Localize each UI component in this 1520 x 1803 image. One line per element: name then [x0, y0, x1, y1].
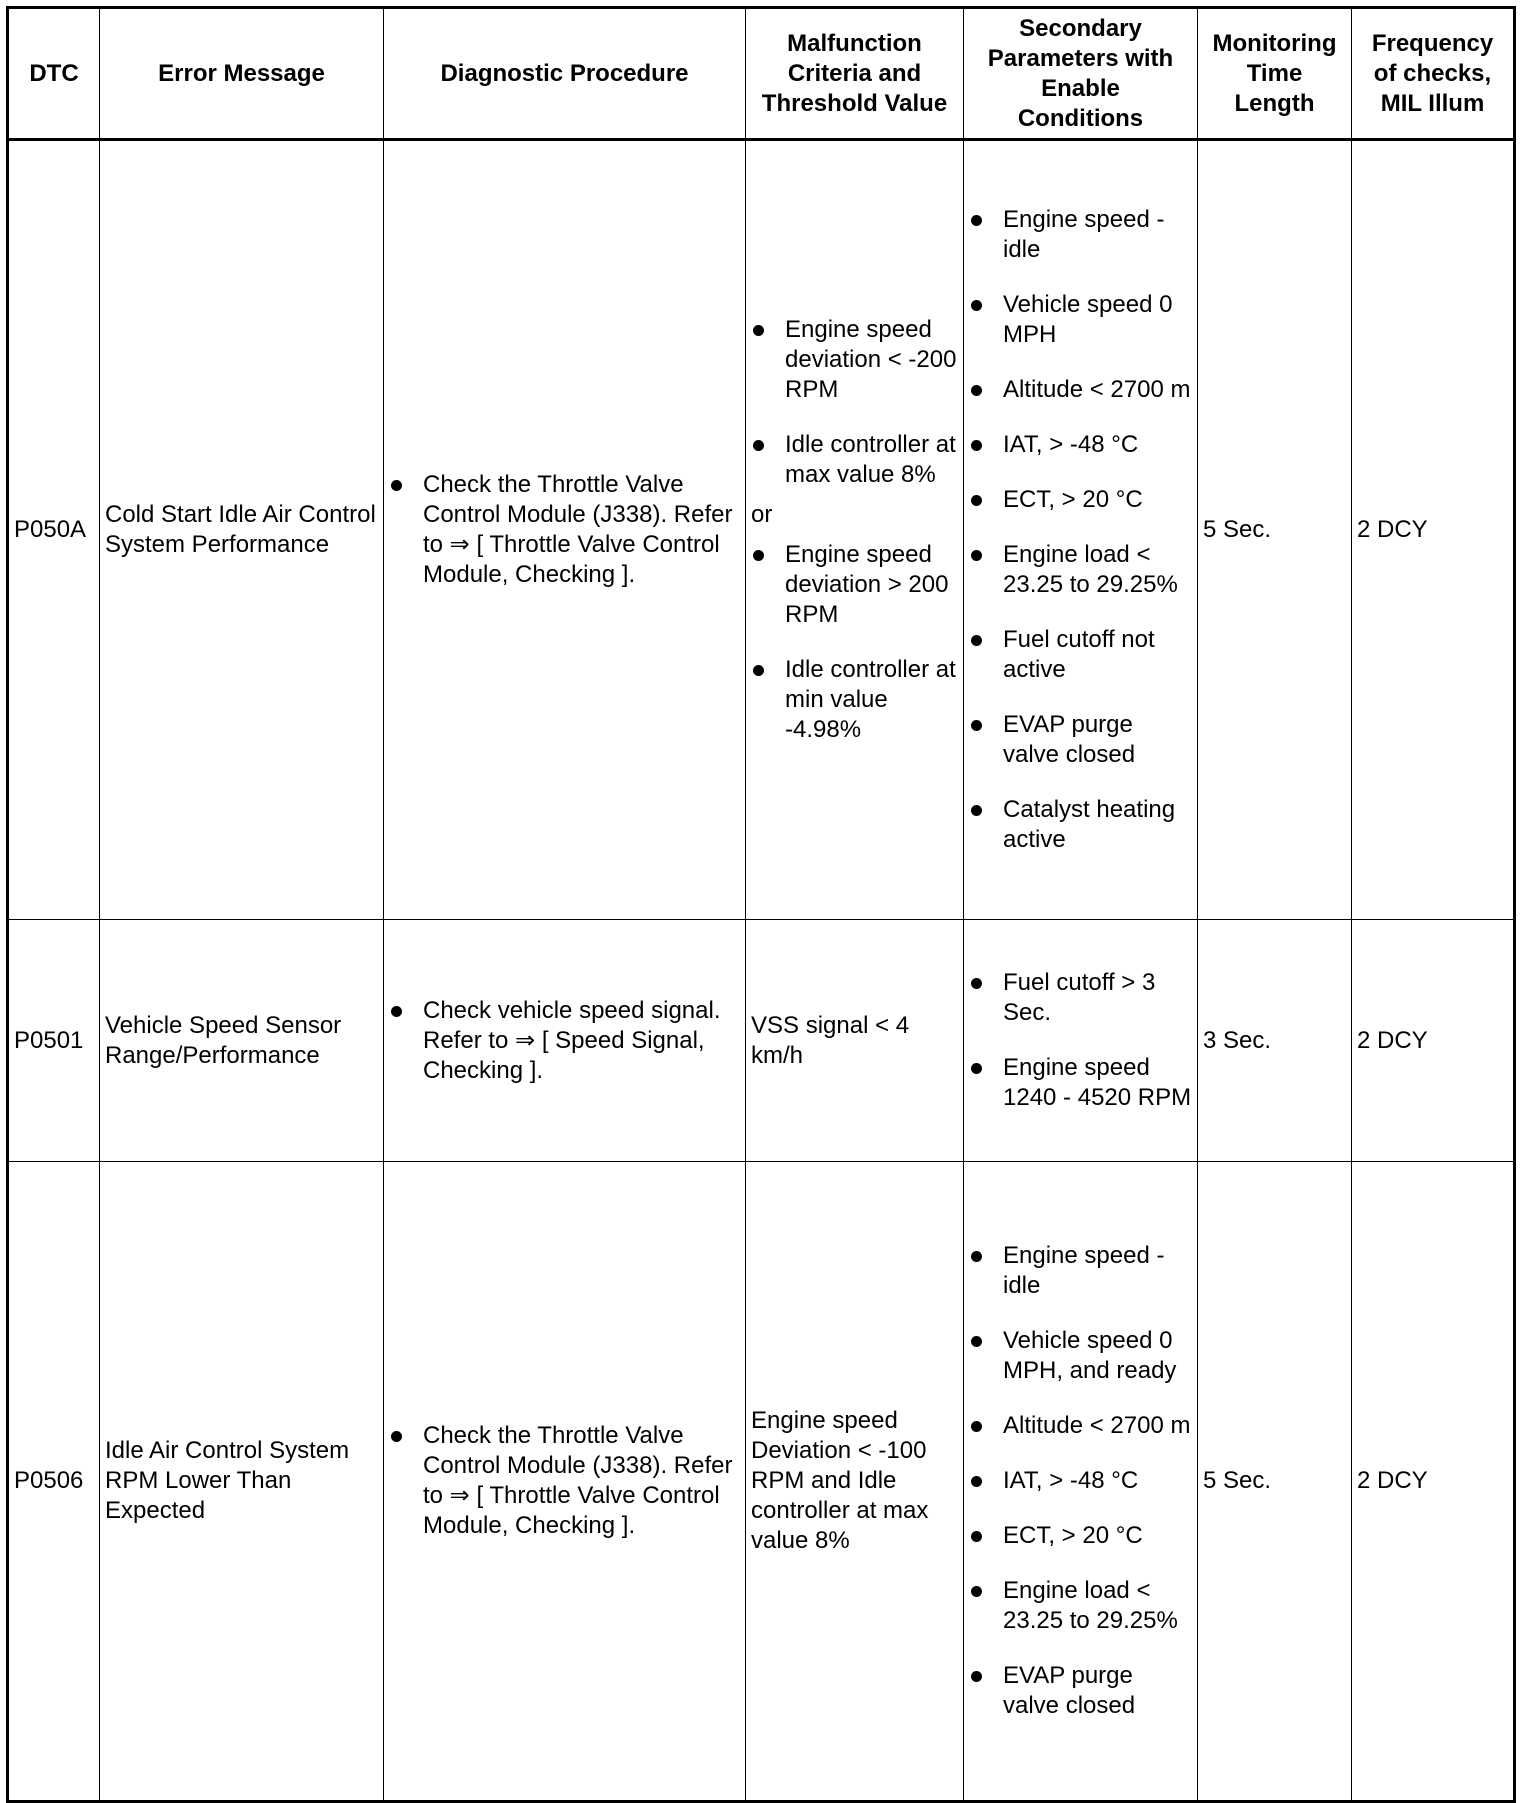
secondary-parameters	[964, 140, 1198, 920]
header-row	[8, 8, 1515, 140]
list-item: ECT, > 20 °C	[969, 485, 1193, 515]
malfunction-criteria	[746, 140, 964, 920]
list-item: Check the Throttle Valve Control Module (J338). Refer to ⇒ [ Throttle Valve Control Module, Checking ].	[389, 470, 741, 590]
list-item: Engine speed deviation > 200 RPM	[751, 540, 959, 630]
header-error-message: Error Message	[100, 8, 384, 140]
diagnostic-procedure	[384, 1162, 746, 1802]
header-secondary-parameters: Secondary Parameters with Enable Conditions	[964, 8, 1198, 140]
list-item: Check vehicle speed signal. Refer to ⇒ [ Speed Signal, Checking ].	[389, 996, 741, 1086]
list-item: EVAP purge valve closed	[969, 710, 1193, 770]
list-item: Altitude < 2700 m	[969, 375, 1193, 405]
list-item: Idle controller at max value 8%	[751, 430, 959, 490]
list-item: Engine load < 23.25 to 29.25%	[969, 1576, 1193, 1636]
monitoring-time: 5 Sec.	[1198, 1162, 1352, 1802]
header-frequency: Frequency of checks, MIL Illum	[1352, 8, 1515, 140]
frequency: 2 DCY	[1352, 140, 1515, 920]
list-item: Engine speed 1240 - 4520 RPM	[969, 1053, 1193, 1113]
table-row	[8, 140, 1515, 920]
header-diagnostic-procedure: Diagnostic Procedure	[384, 8, 746, 140]
list-item: Altitude < 2700 m	[969, 1411, 1193, 1441]
list-item: ECT, > 20 °C	[969, 1521, 1193, 1551]
table-row	[8, 920, 1515, 1162]
frequency: 2 DCY	[1352, 920, 1515, 1162]
secondary-parameters	[964, 920, 1198, 1162]
list-item: EVAP purge valve closed	[969, 1661, 1193, 1721]
dtc-code: P0501	[8, 920, 100, 1162]
list-item: Engine speed deviation < -200 RPM	[751, 315, 959, 405]
criteria-group-1	[751, 315, 959, 490]
error-message: Vehicle Speed Sensor Range/Performance	[100, 920, 384, 1162]
criteria-group-2	[751, 540, 959, 745]
list-item: Fuel cutoff > 3 Sec.	[969, 968, 1193, 1028]
list-item: Idle controller at min value -4.98%	[751, 655, 959, 745]
error-message: Idle Air Control System RPM Lower Than Expected	[100, 1162, 384, 1802]
malfunction-criteria: VSS signal < 4 km/h	[746, 920, 964, 1162]
criteria-connector: or	[751, 501, 773, 528]
header-monitoring-time: Monitoring Time Length	[1198, 8, 1352, 140]
diagnostic-procedure	[384, 920, 746, 1162]
list-item: Fuel cutoff not active	[969, 625, 1193, 685]
dtc-code: P0506	[8, 1162, 100, 1802]
list-item: Catalyst heating active	[969, 795, 1193, 855]
monitoring-time: 3 Sec.	[1198, 920, 1352, 1162]
list-item: Vehicle speed 0 MPH	[969, 290, 1193, 350]
dtc-code: P050A	[8, 140, 100, 920]
header-malfunction-criteria: Malfunction Criteria and Threshold Value	[746, 8, 964, 140]
list-item: IAT, > -48 °C	[969, 430, 1193, 460]
frequency: 2 DCY	[1352, 1162, 1515, 1802]
list-item: Vehicle speed 0 MPH, and ready	[969, 1326, 1193, 1386]
secondary-parameters	[964, 1162, 1198, 1802]
list-item: Engine speed - idle	[969, 205, 1193, 265]
list-item: Check the Throttle Valve Control Module (J338). Refer to ⇒ [ Throttle Valve Control Module, Checking ].	[389, 1421, 741, 1541]
list-item: Engine speed - idle	[969, 1241, 1193, 1301]
dtc-table	[6, 6, 1516, 1803]
diagnostic-procedure	[384, 140, 746, 920]
error-message: Cold Start Idle Air Control System Performance	[100, 140, 384, 920]
malfunction-criteria: Engine speed Deviation < -100 RPM and Idle controller at max value 8%	[746, 1162, 964, 1802]
list-item: IAT, > -48 °C	[969, 1466, 1193, 1496]
monitoring-time: 5 Sec.	[1198, 140, 1352, 920]
table-row	[8, 1162, 1515, 1802]
header-dtc: DTC	[8, 8, 100, 140]
list-item: Engine load < 23.25 to 29.25%	[969, 540, 1193, 600]
